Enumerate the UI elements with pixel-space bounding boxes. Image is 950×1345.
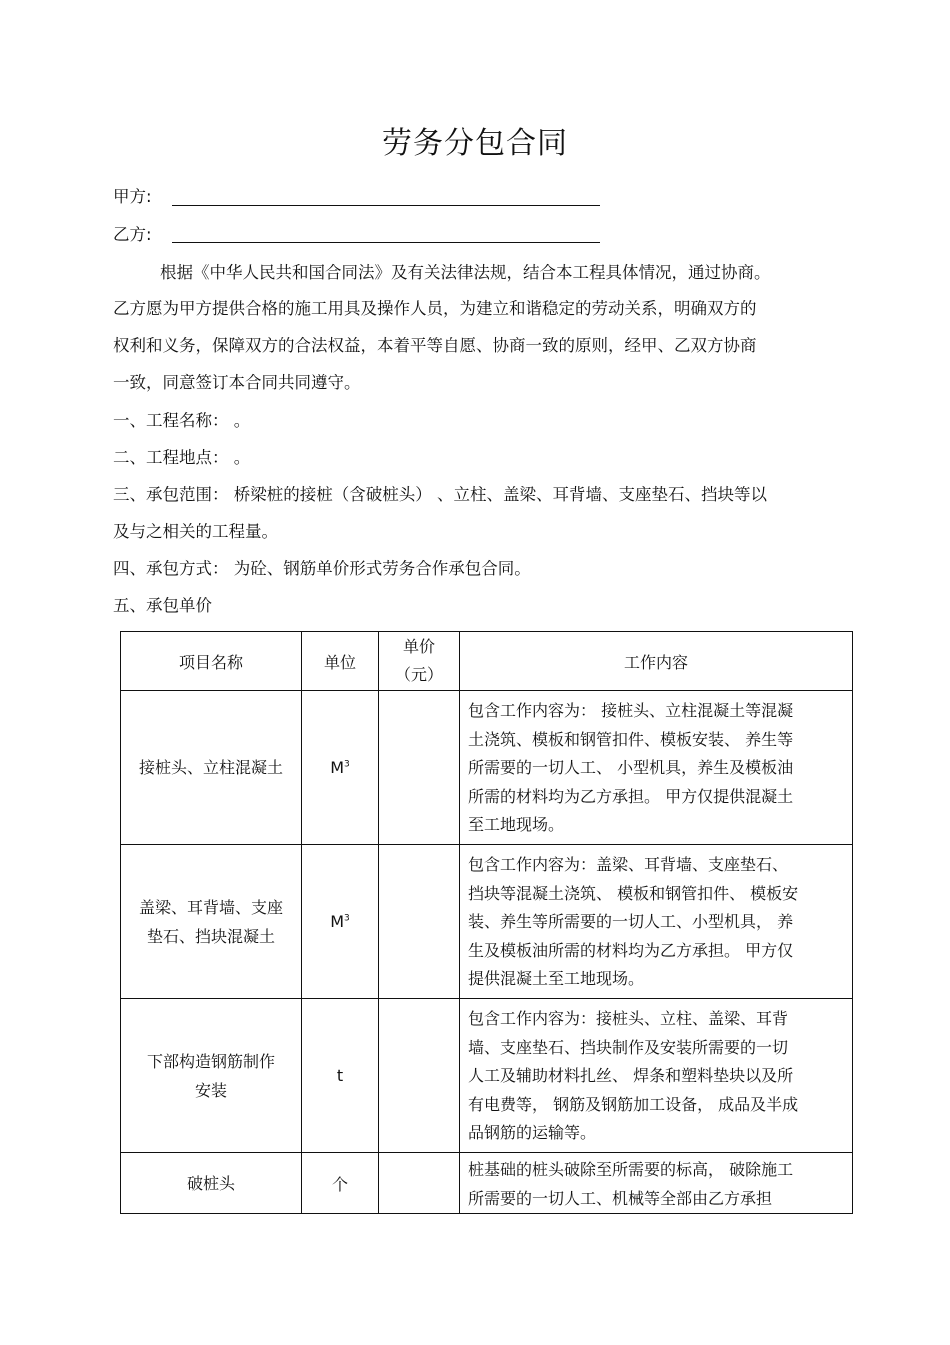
table-row — [121, 999, 853, 1153]
row-item-name-line: 盖梁、耳背墙、支座 — [138, 897, 283, 917]
row-item-name — [121, 691, 302, 845]
row-price — [379, 691, 460, 845]
row-work-content — [460, 1153, 853, 1214]
row-unit-text: M — [330, 758, 345, 777]
row-content-line: 挡块等混凝土浇筑、 模板和钢管扣件、 模板安 — [468, 883, 799, 903]
intro-line-3: 权利和义务，保障双方的合法权益，本着平等自愿、协商一致的原则，经甲、乙双方协商 — [113, 336, 757, 355]
row-content-line: 提供混凝土至工地现场。 — [468, 969, 645, 989]
section-contract-method: 四、承包方式： 为砼、钢筋单价形式劳务合作承包合同。 — [113, 559, 531, 578]
section-unit-price: 五、承包单价 — [113, 596, 212, 615]
row-work-content — [460, 691, 853, 845]
row-content-line: 所需要的一切人工、机械等全部由乙方承担 — [468, 1188, 773, 1208]
section-scope-line-2: 及与之相关的工程量。 — [113, 522, 278, 541]
row-item-name-line: 垫石、挡块混凝土 — [146, 926, 275, 946]
party-b-fill-line — [172, 242, 600, 243]
party-b-label: 乙方: — [113, 225, 152, 244]
row-item-name-line: 破桩头 — [186, 1173, 235, 1193]
section-scope-line-1: 三、承包范围： 桥梁桩的接桩（含破桩头） 、立柱、盖梁、耳背墙、支座垫石、挡块等以 — [113, 485, 767, 504]
header-unit: 单位 — [302, 632, 379, 691]
row-content-line: 土浇筑、模板和钢管扣件、模板安装、 养生等 — [468, 729, 794, 749]
row-content-line: 桩基础的桩头破除至所需要的标高， 破除施工 — [468, 1160, 794, 1179]
row-content-line: 包含工作内容为： 接桩头、立柱混凝土等混凝 — [468, 701, 794, 720]
row-unit — [302, 691, 379, 845]
section-project-name: 一、工程名称： 。 — [113, 411, 251, 430]
row-item-name-line: 安装 — [194, 1080, 227, 1100]
row-unit-superscript: 3 — [344, 913, 350, 924]
row-content-line: 所需要的一切人工、 小型机具，养生及模板油 — [468, 758, 794, 778]
row-work-content — [460, 999, 853, 1153]
row-item-name — [121, 999, 302, 1153]
row-price — [379, 845, 460, 999]
row-content-line: 包含工作内容为：接桩头、立柱、盖梁、耳背 — [468, 1009, 789, 1028]
row-content-line: 有电费等， 钢筋及钢筋加工设备， 成品及半成 — [468, 1094, 799, 1114]
unit-price-table — [120, 631, 853, 1214]
row-unit — [302, 1153, 379, 1214]
row-unit — [302, 845, 379, 999]
row-content-line: 墙、支座垫石、挡块制作及安装所需要的一切 — [468, 1037, 789, 1057]
row-price — [379, 999, 460, 1153]
row-content-line: 品钢筋的运输等。 — [468, 1123, 597, 1143]
header-price — [379, 632, 460, 691]
intro-line-4: 一致，同意签订本合同共同遵守。 — [113, 373, 361, 392]
row-unit-text: t — [336, 1066, 344, 1085]
party-a-label: 甲方: — [113, 187, 152, 206]
row-unit-text: 个 — [331, 1174, 348, 1194]
row-item-name — [121, 845, 302, 999]
page-title: 劳务分包合同 — [382, 126, 568, 161]
party-a-fill-line — [172, 205, 600, 206]
row-unit — [302, 999, 379, 1153]
table-row — [121, 691, 853, 845]
intro-line-1: 根据《中华人民共和国合同法》及有关法律法规，结合本工程具体情况，通过协商。 — [160, 263, 771, 282]
row-content-line: 所需的材料均为乙方承担。 甲方仅提供混凝土 — [468, 786, 794, 806]
table-header-row — [121, 632, 853, 691]
row-content-line: 生及模板油所需的材料均为乙方承担。 甲方仅 — [468, 940, 794, 960]
header-work-content: 工作内容 — [460, 632, 853, 691]
row-item-name — [121, 1153, 302, 1214]
row-price — [379, 1153, 460, 1214]
row-unit-superscript: 3 — [344, 759, 350, 770]
row-content-line: 装、养生等所需要的一切人工、小型机具， 养 — [468, 912, 794, 932]
table-row — [121, 1153, 853, 1214]
row-work-content — [460, 845, 853, 999]
intro-line-2: 乙方愿为甲方提供合格的施工用具及操作人员，为建立和谐稳定的劳动关系，明确双方的 — [113, 299, 757, 318]
header-item-name: 项目名称 — [121, 632, 302, 691]
header-price-line-1: 单价 — [402, 637, 435, 656]
table-row — [121, 845, 853, 999]
header-price-line-2: （元） — [394, 665, 443, 684]
row-unit-text: M — [330, 912, 345, 931]
section-project-location: 二、工程地点： 。 — [113, 448, 251, 467]
row-content-line: 至工地现场。 — [468, 815, 565, 835]
row-content-line: 人工及辅助材料扎丝、 焊条和塑料垫块以及所 — [468, 1066, 794, 1086]
row-item-name-line: 接桩头、立柱混凝土 — [138, 758, 283, 777]
row-content-line: 包含工作内容为：盖梁、耳背墙、支座垫石、 — [468, 855, 789, 874]
row-item-name-line: 下部构造钢筋制作 — [146, 1051, 275, 1071]
